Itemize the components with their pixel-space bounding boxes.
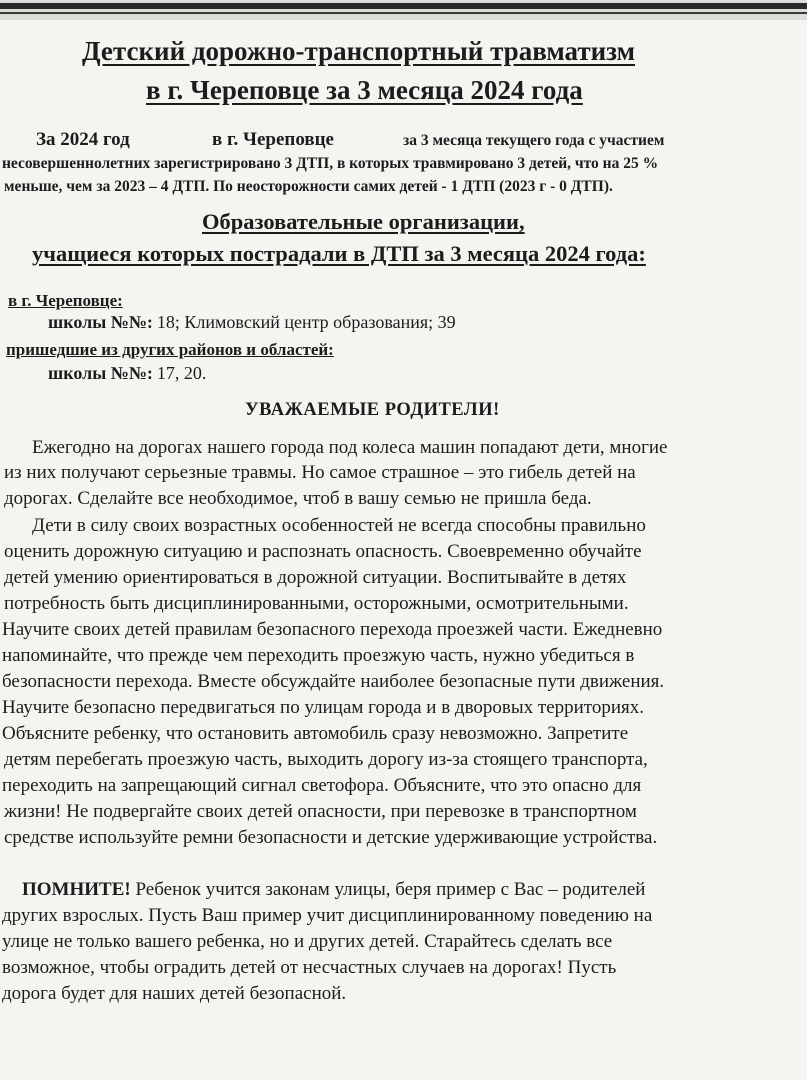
paragraph2-line: жизни! Не подвергайте своих детей опасности, при перевозке в транспортном [4,801,637,822]
paragraph2-line: безопасности перехода. Вместе обсуждайте наиболее безопасные пути движения. [2,671,665,692]
paragraph2-line: детей умению ориентироваться в дорожной ситуации. Воспитывайте в детях [4,567,627,588]
remember-line: дорога будет для наших детей безопасной. [2,983,347,1004]
city-schools-row [48,312,456,333]
other-schools-label: школы №№: [48,363,153,383]
paragraph2-line: напоминайте, что прежде чем переходить проезжую часть, нужно убедиться в [2,645,635,666]
paragraph2-line: Научите своих детей правилам безопасного перехода проезжей части. Ежедневно [2,619,663,640]
remember-line-first [22,879,645,901]
appeal-heading: УВАЖАЕМЫЕ РОДИТЕЛИ! [245,400,500,420]
subtitle-line-2: учащиеся которых пострадали в ДТП за 3 месяца 2024 года: [32,241,646,266]
paragraph2-line: Объясните ребенку, что остановить автомобиль сразу невозможно. Запретите [2,723,629,744]
remember-line: возможное, чтобы оградить детей от несчастных случаев на дорогах! Пусть [2,957,617,978]
subtitle-line-1: Образовательные организации, [202,209,525,234]
other-schools-row [48,363,206,384]
paragraph2-line: потребность быть дисциплинированными, осторожными, осмотрительными. [4,593,629,614]
other-schools-value: 17, 20. [156,363,207,383]
intro-line-3: меньше, чем за 2023 – 4 ДТП. По неосторожности самих детей - 1 ДТП (2023 г - 0 ДТП). [4,178,613,195]
paragraph2-line: детям перебегать проезжую часть, выходить дорогу из-за стоящего транспорта, [4,749,648,770]
intro-line-1c: за 3 месяца текущего года с участием [403,132,665,149]
paragraph2-line: оценить дорожную ситуацию и распознать опасность. Своевременно обучайте [4,541,642,562]
paragraph1-line: из них получают серьезные травмы. Но самое страшное – это гибель детей на [4,462,636,483]
paragraph2-line: Дети в силу своих возрастных особенностей не всегда способны правильно [32,515,646,536]
title-line-1: Детский дорожно-транспортный травматизм [82,36,635,66]
paragraph2-line: Научите безопасно передвигаться по улицам города и в дворовых территориях. [2,697,645,718]
intro-line-2: несовершеннолетних зарегистрировано 3 ДТП, в которых травмировано 3 детей, что на 25 % [2,155,659,172]
intro-line-1a: За 2024 год [36,129,130,150]
remember-first-text: Ребенок учится законам улицы, беря пример с Вас – родителей [135,879,646,900]
paragraph2-line: средстве используйте ремни безопасности и детские удерживающие устройства. [4,827,658,848]
paragraph1-line: дорогах. Сделайте все необходимое, чтоб в вашу семью не пришла беда. [4,488,592,509]
remember-line: улице не только вашего ребенка, но и других детей. Старайтесь сделать все [2,931,613,952]
city-schools-heading: в г. Череповце: [8,291,123,310]
other-schools-heading: пришедшие из других районов и областей: [6,340,334,359]
intro-line-1b: в г. Череповце [212,129,334,150]
title-line-2: в г. Череповце за 3 месяца 2024 года [146,75,583,105]
city-schools-label: школы №№: [48,312,153,332]
paragraph2-line: переходить на запрещающий сигнал светофора. Объясните, что это опасно для [2,775,642,796]
city-schools-value: 18; Климовский центр образования; 39 [156,312,456,332]
remember-line: других взрослых. Пусть Ваш пример учит дисциплинированному поведению на [2,905,653,926]
remember-label: ПОМНИТЕ! [22,879,131,900]
paragraph1-line: Ежегодно на дорогах нашего города под колеса машин попадают дети, многие [32,437,668,458]
